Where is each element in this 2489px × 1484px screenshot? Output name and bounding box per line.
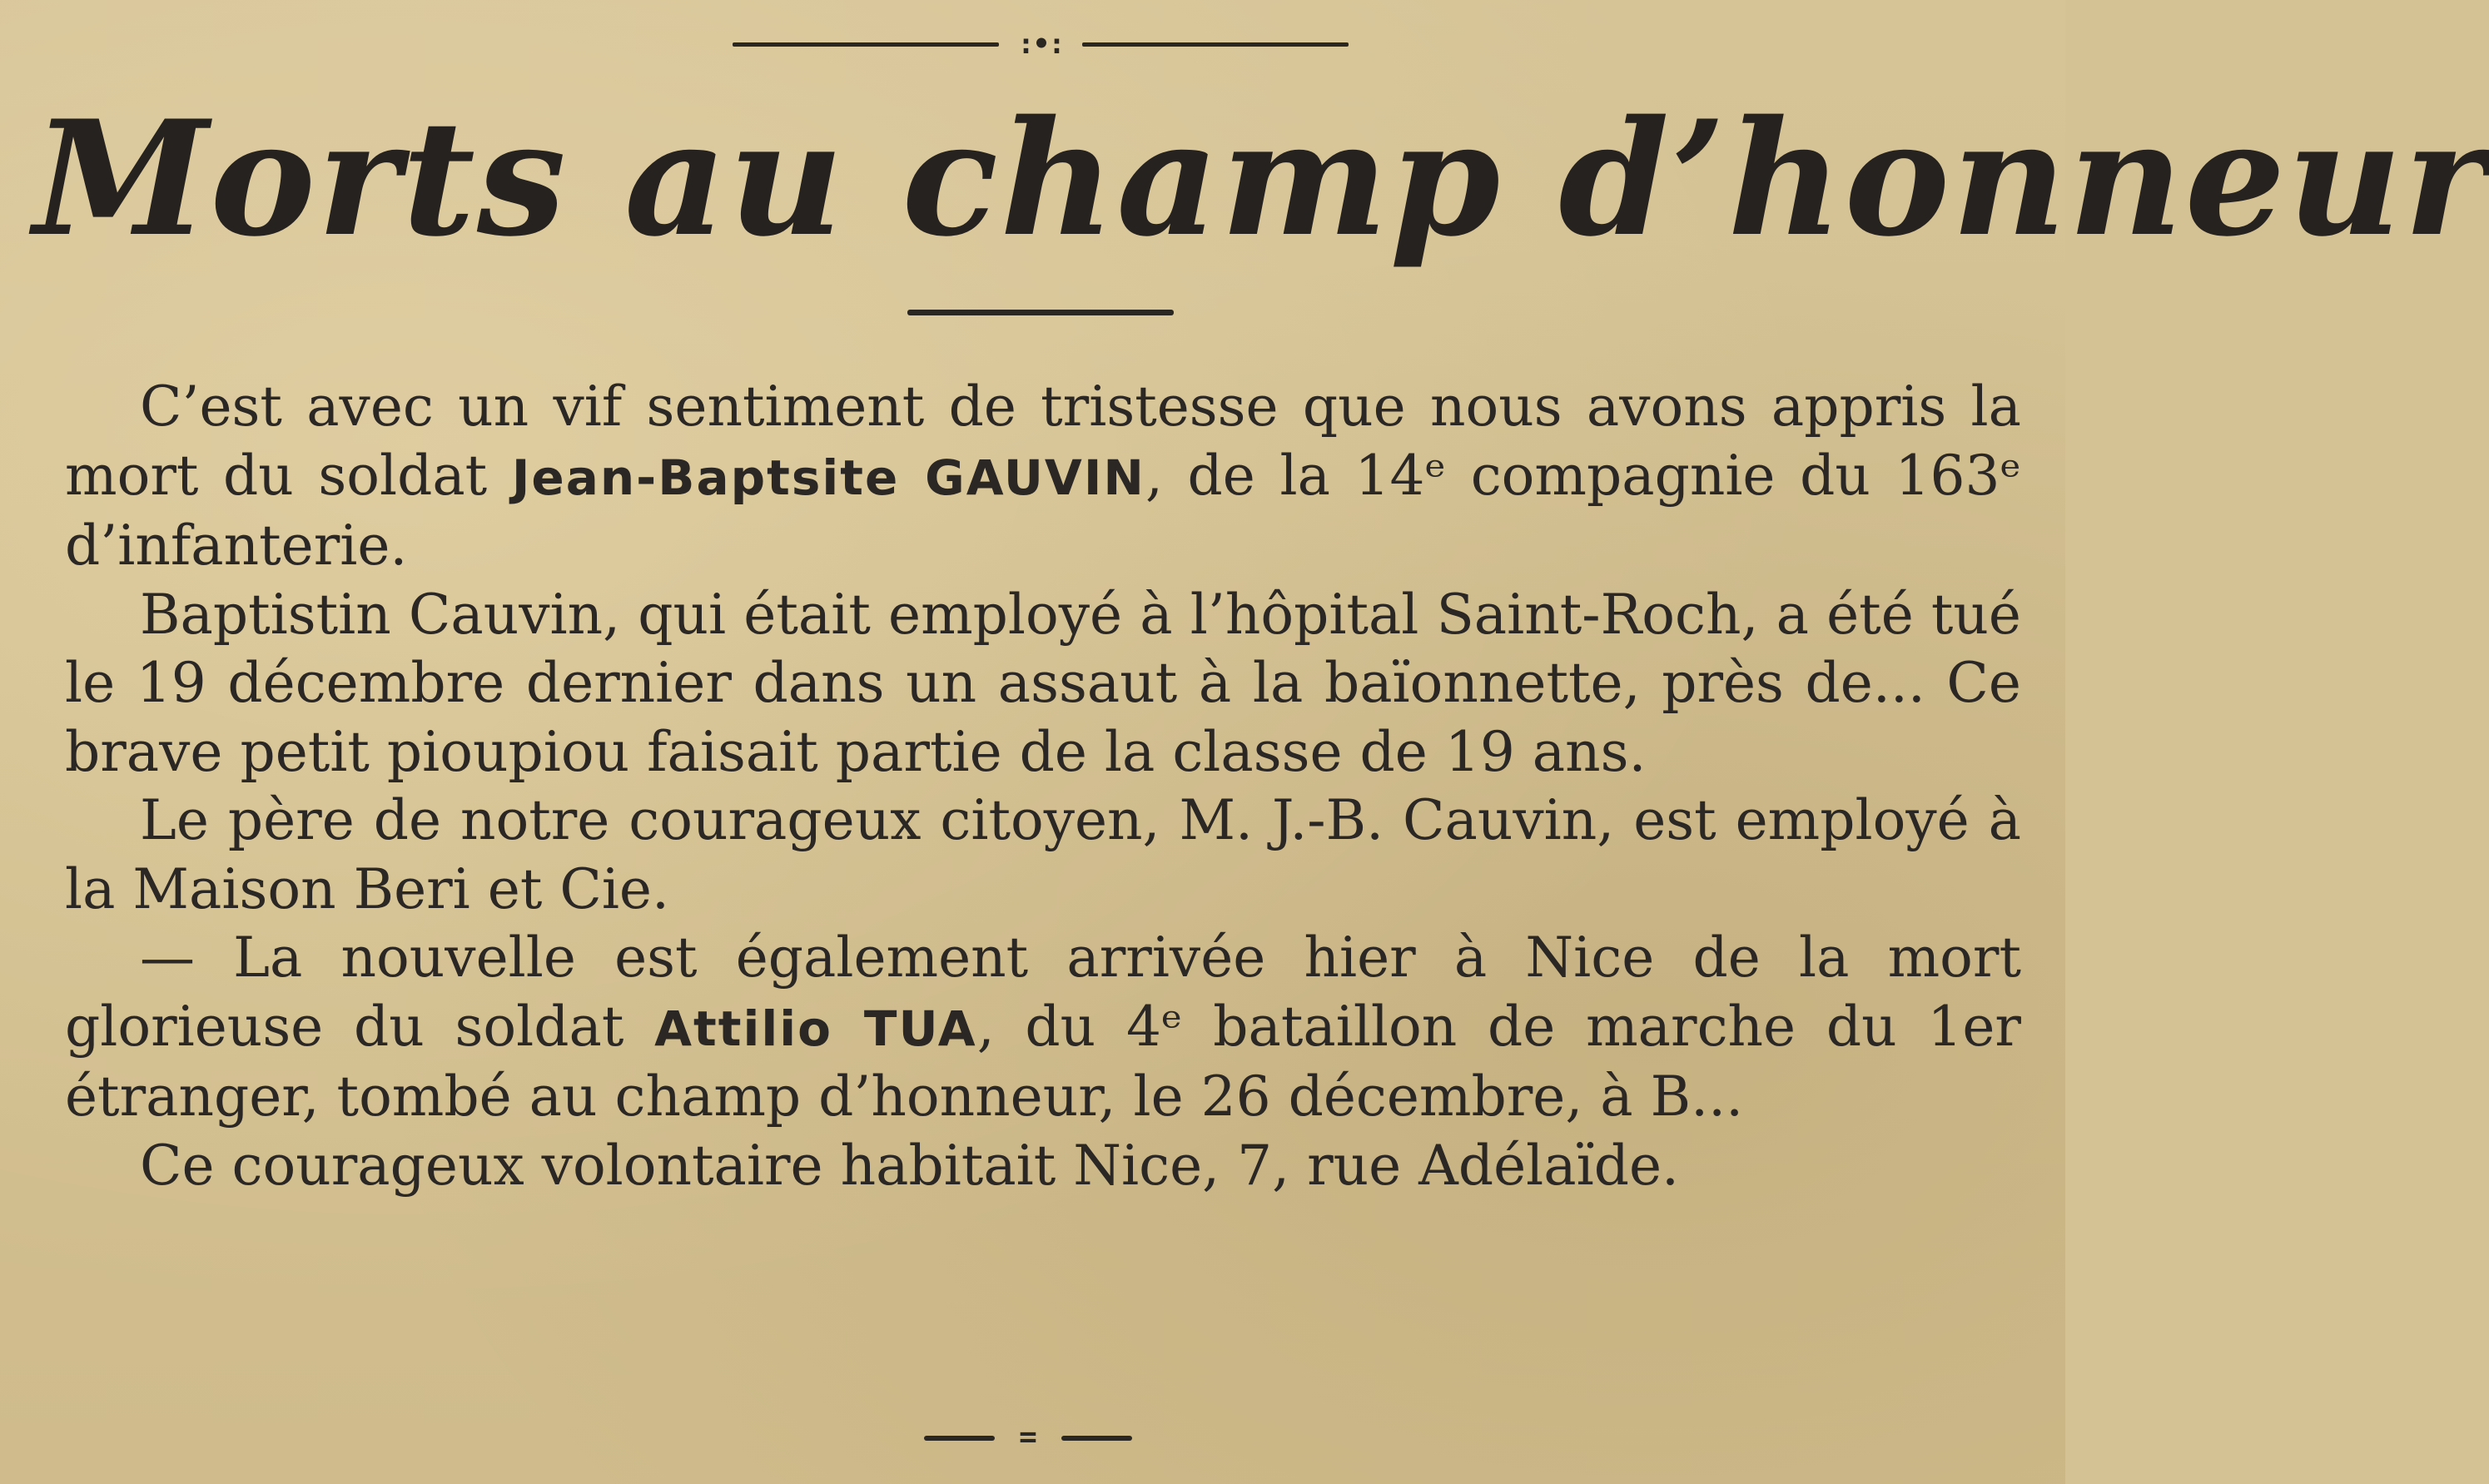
top-separator-line-right (1082, 42, 1349, 47)
paragraph-tua-text-1: — La nouvelle est également arrivée hier à Nice de la mort glorieuse du soldat (65, 926, 2021, 1059)
bottom-separator-line-left (924, 1436, 995, 1441)
paragraph-gauvin-text-1: C’est avec un vif sentiment de tristesse que nous avons appris la mort du soldat (65, 375, 2021, 508)
paragraph-father: Le père de notre courageux citoyen, M. J.-B. Cauvin, est employé à la Maison Beri et Cie. (65, 788, 2021, 921)
paragraph-tua-death (65, 924, 2021, 1132)
paragraph-tua-address: Ce courageux volontaire habitait Nice, 7, rue Adélaïde. (140, 1133, 1679, 1198)
top-separator (733, 27, 1349, 61)
bottom-separator-line-right (1061, 1436, 1132, 1441)
soldier-name-gauvin: Jean-Baptsite GAUVIN (511, 449, 1145, 506)
article-body (65, 373, 2021, 1200)
headline: Morts au champ d’honneur (33, 86, 2489, 271)
top-separator-ornament: :•: (1017, 27, 1064, 61)
soldier-name-tua: Attilio TUA (654, 1000, 977, 1057)
paragraph-gauvin-text-2: , de la 14ᵉ compagnie du 163ᵉ d’infanterie. (65, 443, 2022, 578)
title-underline (907, 310, 1174, 315)
bottom-separator-ornament: = (1019, 1420, 1037, 1454)
paragraph-tua-text-2: , du 4ᵉ bataillon de marche du 1er étranger, tombé au champ d’honneur, le 26 décembre, à B... (65, 994, 2021, 1129)
top-separator-line-left (733, 42, 999, 47)
bottom-separator (924, 1420, 1132, 1454)
paragraph-gauvin-death (65, 373, 2021, 581)
paragraph-cauvin-details: Baptistin Cauvin, qui était employé à l’hôpital Saint-Roch, a été tué le 19 décembre dernier dans un assaut à la baïonnette, près de... Ce brave petit pioupiou faisait partie de la classe de 19 ans. (65, 582, 2021, 784)
